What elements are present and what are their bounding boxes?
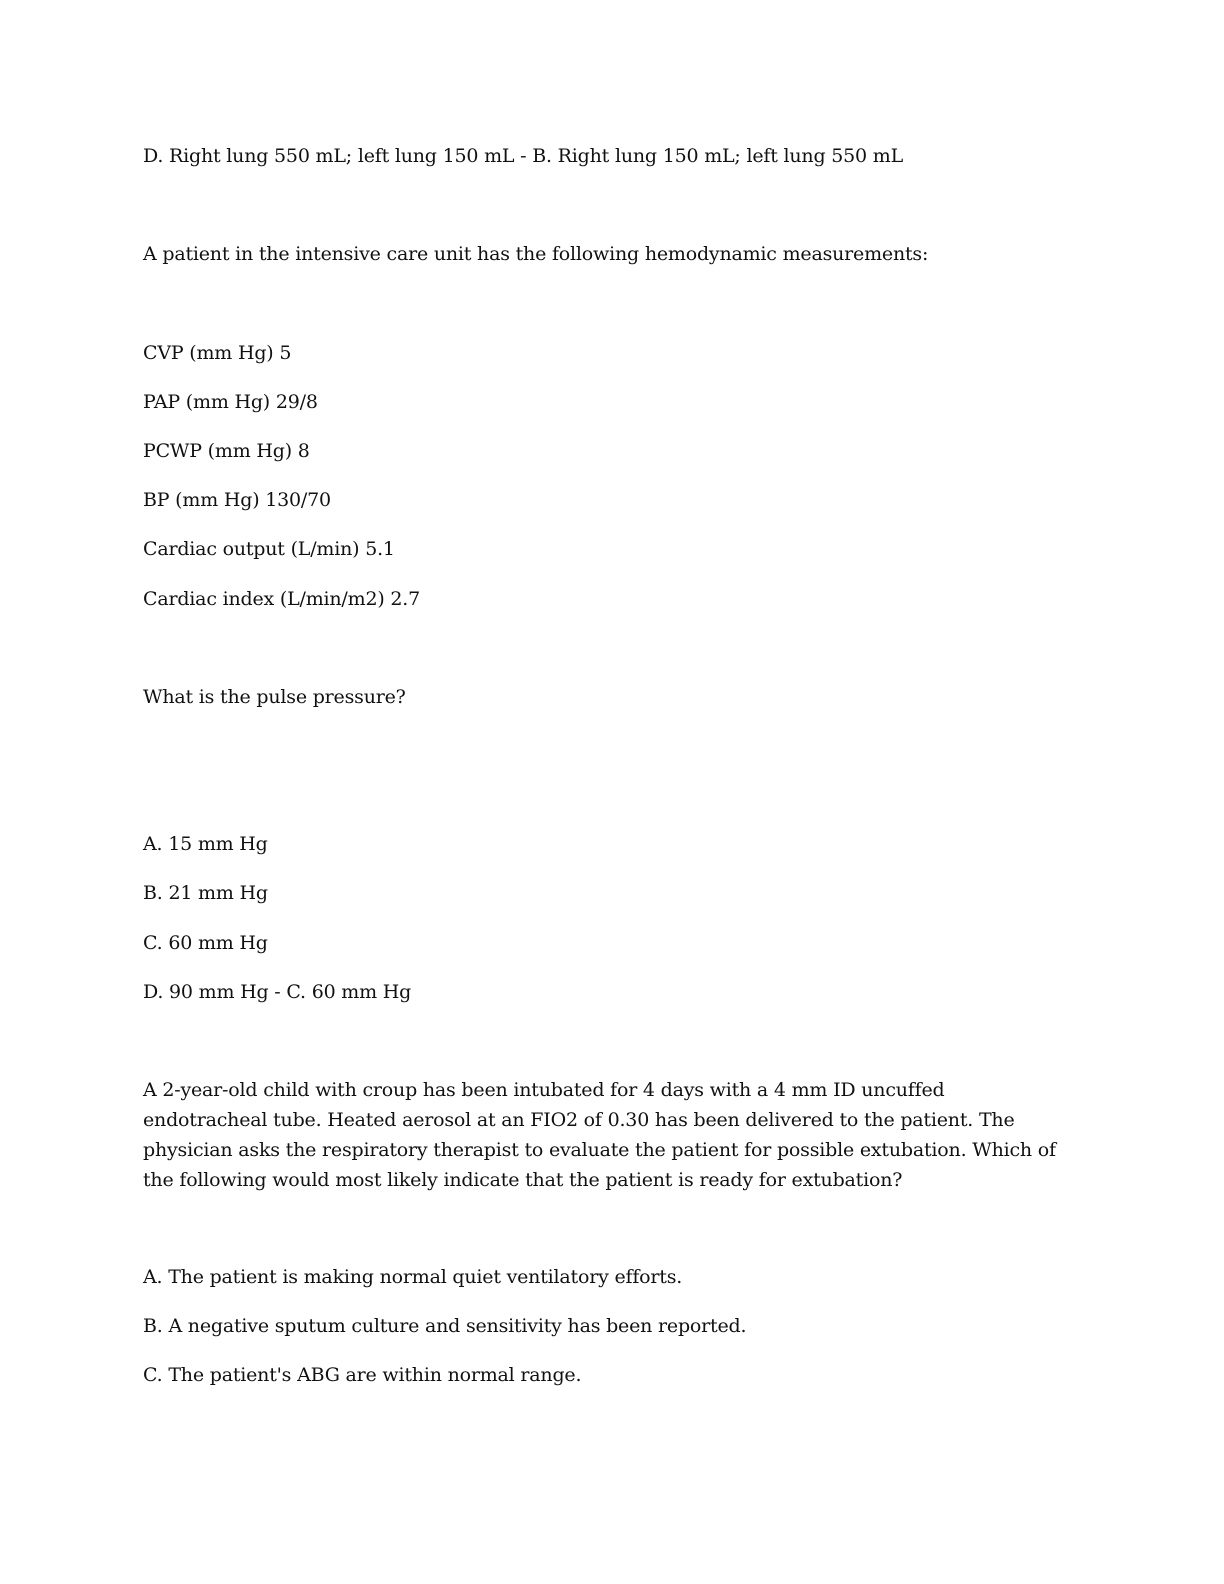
question-2-option-a: A. The patient is making normal quiet ventilatory efforts. bbox=[143, 1266, 683, 1288]
question-1-option-a: A. 15 mm Hg bbox=[143, 833, 268, 855]
measurement-cardiac-output: Cardiac output (L/min) 5.1 bbox=[143, 538, 395, 560]
question-1-stem: A patient in the intensive care unit has the following hemodynamic measurements: bbox=[143, 243, 929, 265]
question-1-option-b: B. 21 mm Hg bbox=[143, 882, 268, 904]
question-2-option-b: B. A negative sputum culture and sensitivity has been reported. bbox=[143, 1315, 747, 1337]
measurement-pap: PAP (mm Hg) 29/8 bbox=[143, 391, 318, 413]
question-1-prompt: What is the pulse pressure? bbox=[143, 686, 406, 708]
question-1-option-c: C. 60 mm Hg bbox=[143, 932, 268, 954]
previous-answer-line: D. Right lung 550 mL; left lung 150 mL - B. Right lung 150 mL; left lung 550 mL bbox=[143, 145, 903, 167]
measurement-cardiac-index: Cardiac index (L/min/m2) 2.7 bbox=[143, 588, 421, 610]
measurement-cvp: CVP (mm Hg) 5 bbox=[143, 342, 292, 364]
question-2-option-c: C. The patient's ABG are within normal range. bbox=[143, 1364, 582, 1386]
measurement-bp: BP (mm Hg) 130/70 bbox=[143, 489, 331, 511]
measurement-pcwp: PCWP (mm Hg) 8 bbox=[143, 440, 310, 462]
question-2-stem: A 2-year-old child with croup has been intubated for 4 days with a 4 mm ID uncuffed endotracheal tube. Heated aerosol at an FIO2 of 0.30 has been delivered to the patient. The physician asks the respiratory therapist to evaluate the patient for possible extubation. Which of the following would most likely indicate that the patient is ready for extubation? bbox=[143, 1079, 1056, 1191]
question-1-option-d-answer: D. 90 mm Hg - C. 60 mm Hg bbox=[143, 981, 412, 1003]
